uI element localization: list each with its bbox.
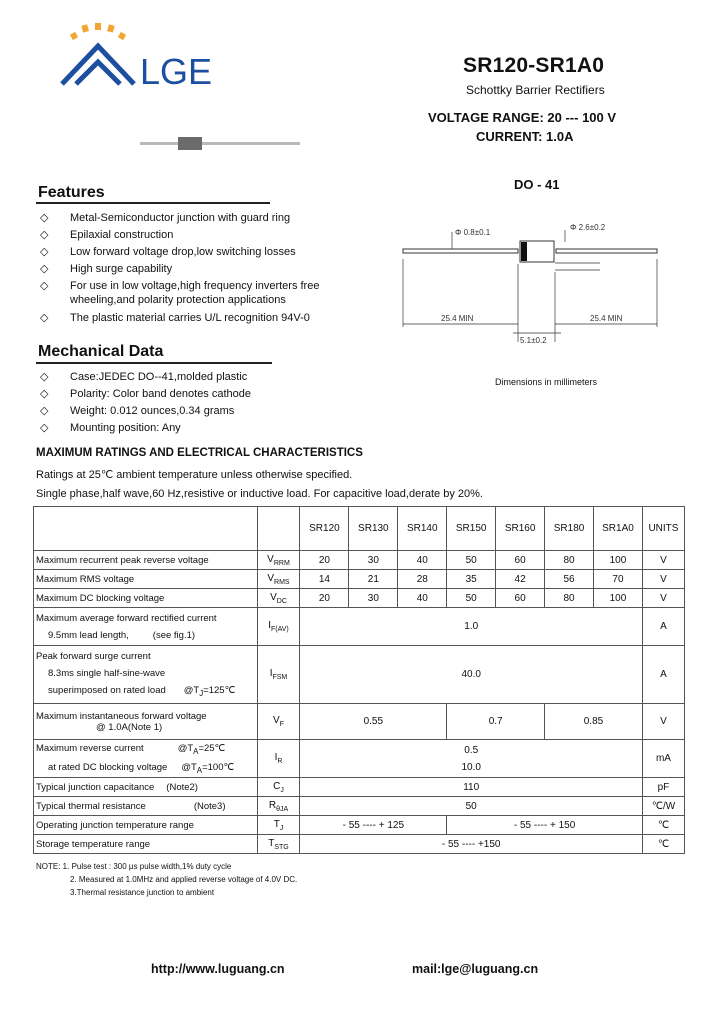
logo: [58, 22, 238, 96]
right-lead-length: 25.4 MIN: [590, 314, 623, 323]
page-title: SR120-SR1A0: [463, 54, 605, 77]
column-header: UNITS: [642, 507, 684, 551]
table-row: Maximum instantaneous forward voltage @ 1.0A(Note 1) $V_F$ 0.55 0.7 0.85 V: [34, 704, 685, 740]
list-item: ◇ Case:JEDEC DO--41,molded plastic: [40, 371, 248, 383]
list-item: ◇ The plastic material carries U/L recognition 94V-0: [40, 312, 310, 324]
list-item: ◇ Low forward voltage drop,low switching losses: [40, 246, 296, 258]
table-row: Maximum average forward rectified current 9.5mm lead length, (see fig.1) $I_{F(AV)}$ 1.0 A: [34, 608, 685, 646]
voltage-range: VOLTAGE RANGE: 20 --- 100 V: [428, 110, 617, 125]
table-row: Typical thermal resistance (Note3) $R_{\theta JA}$ 50 ℃/W: [34, 797, 685, 816]
ratings-line-2: Single phase,half wave,60 Hz,resistive or inductive load. For capacitive load,derate by 20%.: [36, 488, 483, 500]
note-2: 2. Measured at 1.0MHz and applied reverse voltage of 4.0V DC.: [70, 875, 298, 884]
list-item: ◇ High surge capability: [40, 263, 173, 275]
list-item: ◇ Epilaxial construction: [40, 229, 174, 241]
ratings-heading: MAXIMUM RATINGS AND ELECTRICAL CHARACTERISTICS: [36, 447, 363, 459]
column-header: SR1A0: [593, 507, 642, 551]
note-3: 3.Thermal resistance junction to ambient: [70, 888, 215, 897]
package-drawing: [395, 212, 670, 352]
diamond-bullet-icon: ◇: [40, 388, 49, 400]
left-lead-length: 25.4 MIN: [441, 314, 474, 323]
logo-mark-icon: [58, 22, 238, 96]
notes: [36, 860, 297, 899]
table-row: Maximum recurrent peak reverse voltage $V_{RRM}$ 20 30 40 50 60 80 100 V: [34, 551, 685, 570]
table-row: Maximum DC blocking voltage $V_{DC}$ 20 30 40 50 60 80 100 V: [34, 589, 685, 608]
column-header: SR120: [300, 507, 349, 551]
list-item: ◇ Mounting position: Any: [40, 422, 181, 434]
mechanical-heading: Mechanical Data: [38, 343, 164, 360]
current-rating: CURRENT: 1.0A: [476, 129, 574, 144]
diamond-bullet-icon: ◇: [40, 246, 49, 258]
ratings-line-1: Ratings at 25℃ ambient temperature unless otherwise specified.: [36, 469, 353, 481]
column-header: SR180: [545, 507, 594, 551]
features-divider: [36, 202, 270, 204]
package-name: DO - 41: [514, 177, 560, 192]
diamond-bullet-icon: ◇: [40, 422, 49, 434]
column-header: SR150: [447, 507, 496, 551]
diamond-bullet-icon: ◇: [40, 405, 49, 417]
footer-mail-link[interactable]: mail:lge@luguang.cn: [412, 962, 539, 976]
diamond-bullet-icon: ◇: [40, 371, 49, 383]
column-header: SR130: [349, 507, 398, 551]
table-row: Maximum reverse current $@T_A=25℃$ at rated DC blocking voltage $@T_A=100℃$ $I_R$ 0.5 10.0 mA: [34, 740, 685, 778]
table-header-row: [34, 507, 685, 551]
svg-text:LGE: LGE: [140, 51, 213, 92]
footer-url-link[interactable]: http://www.luguang.cn: [151, 962, 285, 976]
column-header: SR140: [398, 507, 447, 551]
ratings-table: [33, 506, 685, 854]
diamond-bullet-icon: ◇: [40, 312, 49, 324]
list-item: ◇ Weight: 0.012 ounces,0.34 grams: [40, 405, 235, 417]
table-row: Storage temperature range $T_{STG}$ - 55 ---- +150 ℃: [34, 835, 685, 854]
mechanical-divider: [36, 362, 272, 364]
table-row: Operating junction temperature range $T_J$ - 55 ---- + 125 - 55 ---- + 150 ℃: [34, 816, 685, 835]
lead-diameter-label: Φ 0.8±0.1: [455, 228, 491, 237]
diamond-bullet-icon: ◇: [40, 280, 49, 292]
diamond-bullet-icon: ◇: [40, 263, 49, 275]
diamond-bullet-icon: ◇: [40, 229, 49, 241]
diode-illustration: [140, 132, 300, 161]
page-subtitle: Schottky Barrier Rectifiers: [466, 83, 605, 97]
dimensions-note: Dimensions in millimeters: [495, 377, 598, 387]
list-item: ◇ Polarity: Color band denotes cathode: [40, 388, 252, 400]
body-diameter-label: Φ 2.6±0.2: [570, 223, 606, 232]
column-header: SR160: [496, 507, 545, 551]
list-item: ◇ For use in low voltage,high frequency inverters free: [40, 280, 320, 292]
table-row: Maximum RMS voltage $V_{RMS}$ 14 21 28 35 42 56 70 V: [34, 570, 685, 589]
features-heading: Features: [38, 184, 105, 201]
diamond-bullet-icon: ◇: [40, 212, 49, 224]
note-1: NOTE: 1. Pulse test : 300 μs pulse width,1% duty cycle: [36, 862, 232, 871]
list-item: ◇ Metal-Semiconductor junction with guard ring: [40, 212, 291, 224]
table-row: Peak forward surge current 8.3ms single half-sine-wave superimposed on rated load $@T_J=125℃$ $I_{FSM}$ 40.0 A: [34, 646, 685, 704]
body-length: 5.1±0.2: [520, 336, 547, 345]
table-row: Typical junction capacitance (Note2) $C_J$ 110 pF: [34, 778, 685, 797]
